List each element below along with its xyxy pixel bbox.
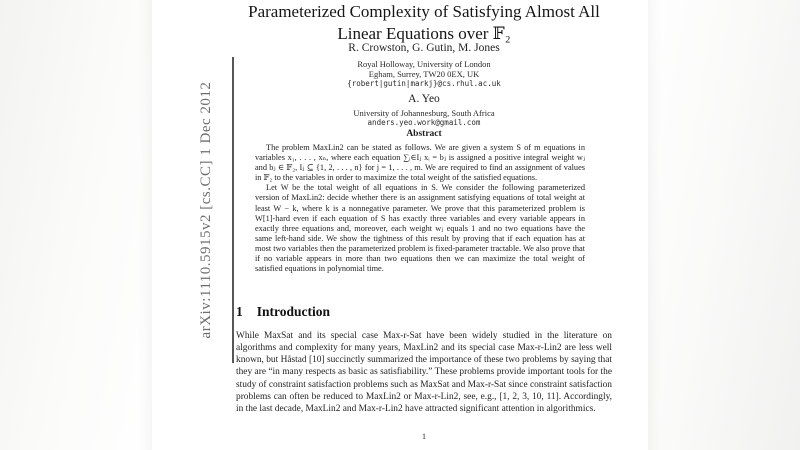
paper-title-line1: Parameterized Complexity of Satisfying Almost All [248,2,600,21]
page-number: 1 [421,431,427,441]
affiliation1-line2: Egham, Surrey, TW20 0EX, UK [368,69,480,79]
page-content [236,0,612,450]
abstract-heading: Abstract [406,129,442,139]
affiliation2-line1: University of Johannesburg, South Africa [353,108,495,118]
arxiv-stamp: arXiv:1110.5915v2 [cs.CC] 1 Dec 2012 [198,81,214,339]
introduction-paragraph: While MaxSat and its special case Max-r-Sat have been widely studied in the literature on algorithms and complexity for many years, MaxLin2 and its special case Max-r-Lin2 are less well known, but Håstad [10] succinctly summarized the importance of these two problems by saying that they are “in many respects as basic as satisfiability.” These problems provide important tools for the study of constraint satisfaction problems such as MaxSat and Max-r-Sat since constraint satisfaction problems can often be reduced to MaxLin2 or Max-r-Lin2, see, e.g., [1, 2, 3, 10, 11]. Accordingly, in the last decade, MaxLin2 and Max-r-Lin2 have attracted significant attention in algorithmics. [236,331,612,414]
paper-title [236,1,612,45]
arxiv-margin-rule [232,57,234,363]
abstract-paragraph-1: The problem MaxLin2 can be stated as follows. We are given a system S of m equations in variables x₁, . . . , xₙ, where each equation ∑ᵢ∈Iⱼ xᵢ = bⱼ is assigned a positive integral weight wⱼ and bⱼ ∈ 𝔽₂, Iⱼ ⊆ {1, 2, . . . , n} for j = 1, . . . , m. We are required to find an assignment of values in 𝔽₂ to the variables in order to maximize the total weight of the satisfied equations. [255,143,585,183]
abstract-body [255,143,585,274]
email-group2: anders.yeo.work@gmail.com [367,118,481,127]
affiliation1-line1: Royal Holloway, University of London [357,59,491,69]
introduction-body [236,330,612,415]
paper-title-line2: Linear Equations over 𝔽₂ [337,24,511,43]
authors-group2: A. Yeo [408,93,440,105]
abstract-paragraph-2: Let W be the total weight of all equations in S. We consider the following parameterized version of MaxLin2: decide whether there is an assignment satisfying equations of total weight at least W − k, where k is a nonnegative parameter. We prove that this parameterized problem is W[1]-hard even if each equation of S has exactly three variables and every variable appears in exactly three equations and, moreover, each weight wⱼ equals 1 and no two equations have the same left-hand side. We show the tightness of this result by proving that if each equation has at most two variables then the parameterized problem is fixed-parameter tractable. We also prove that if no variable appears in more than two equations then we can maximize the total weight of satisfied equations in polynomial time. [255,183,585,274]
authors-group1: R. Crowston, G. Gutin, M. Jones [348,42,500,54]
section-heading-introduction [236,304,612,320]
email-group1: {robert|gutin|markj}@cs.rhul.ac.uk [347,79,501,88]
section-number: 1 [236,304,243,319]
section-title: Introduction [256,304,331,319]
